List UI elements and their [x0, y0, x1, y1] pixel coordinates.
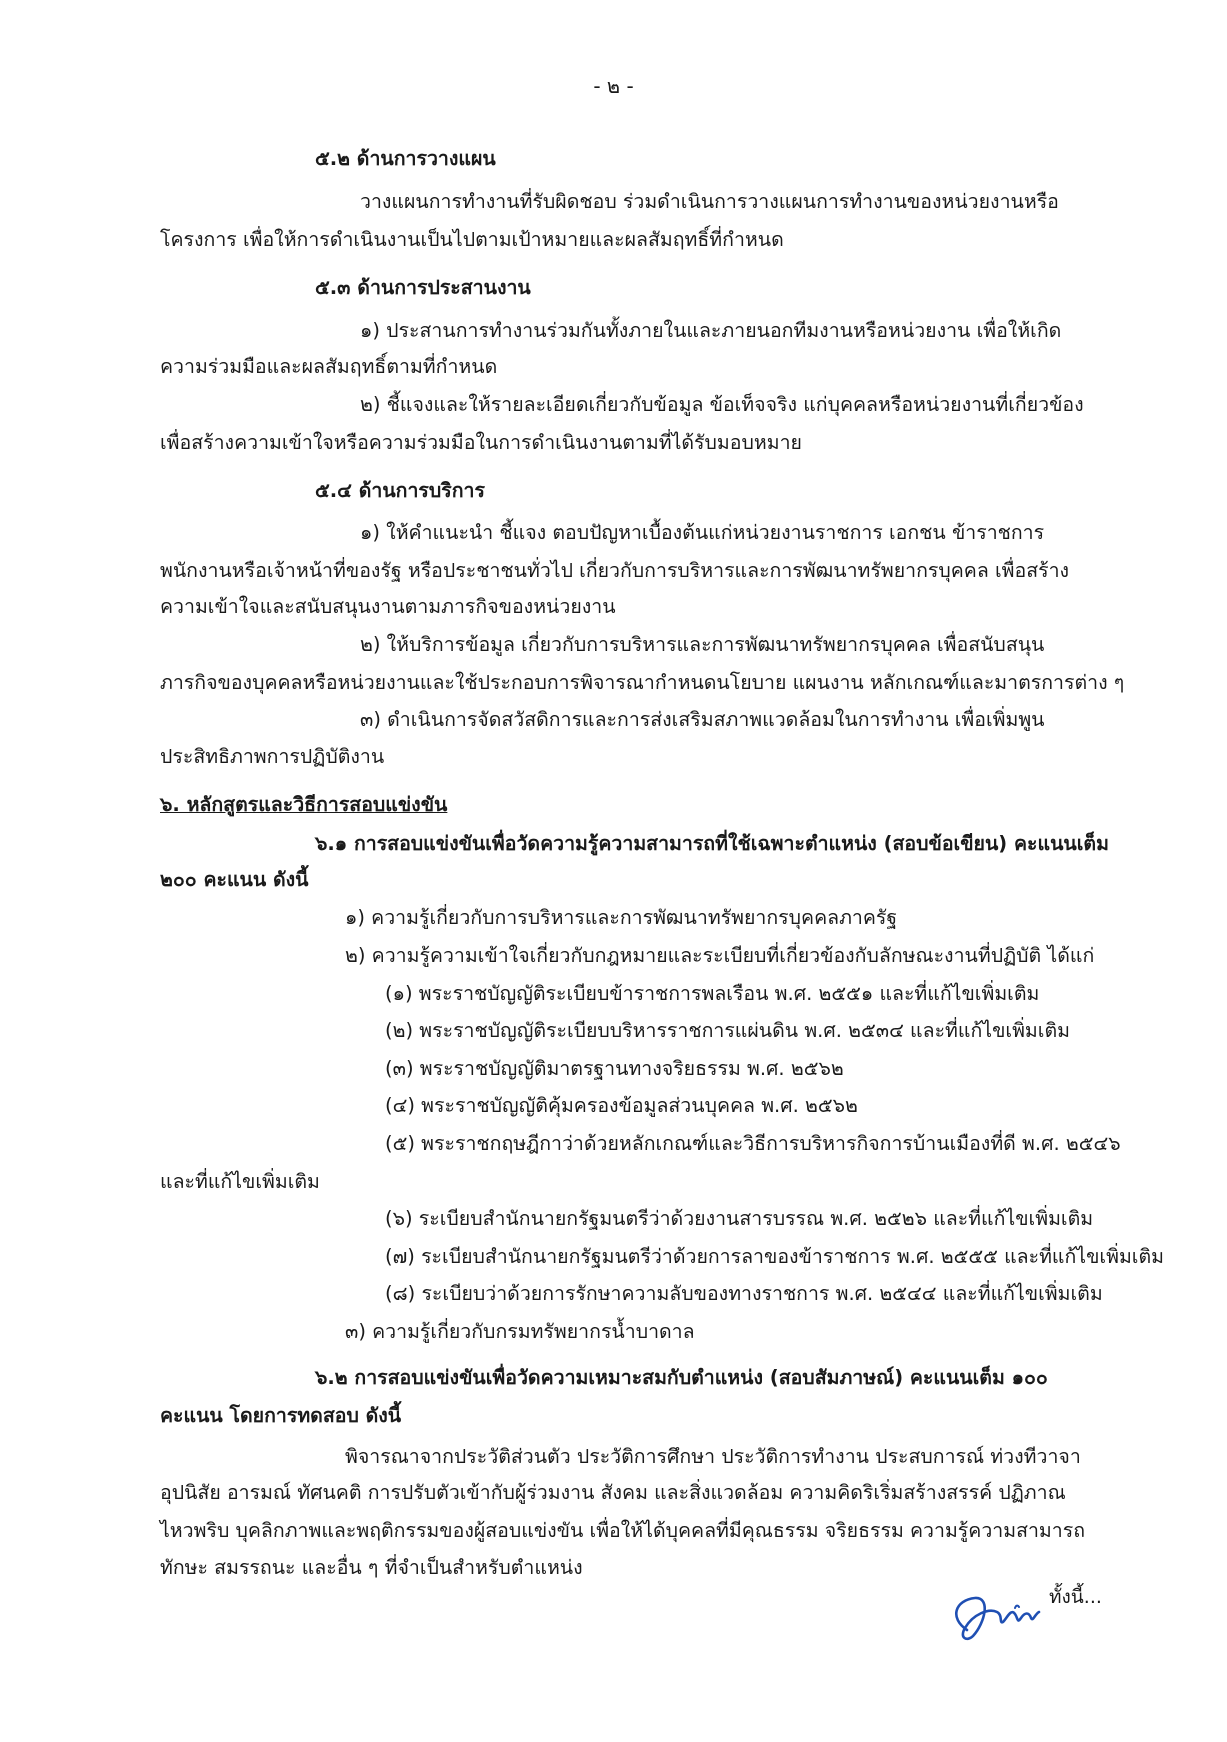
handwritten-signature [945, 1578, 1065, 1648]
paragraph-line: ๒) ชี้แจงและให้รายละเอียดเกี่ยวกับข้อมูล ข้อเท็จจริง แก่บุคคลหรือหน่วยงานที่เกี่ยวข้อง [360, 393, 1084, 416]
sub-list-item: (๗) ระเบียบสำนักนายกรัฐมนตรีว่าด้วยการลาของข้าราชการ พ.ศ. ๒๕๕๕ และที่แก้ไขเพิ่มเติม [385, 1245, 1164, 1268]
list-item: ๒) ความรู้ความเข้าใจเกี่ยวกับกฎหมายและระเบียบที่เกี่ยวข้องกับลักษณะงานที่ปฏิบัติ ได้แก่ [345, 944, 1095, 967]
list-item: ๑) ความรู้เกี่ยวกับการบริหารและการพัฒนาทรัพยากรบุคคลภาครัฐ [345, 906, 898, 929]
section-6-2-heading: ๖.๒ การสอบแข่งขันเพื่อวัดความเหมาะสมกับตำแหน่ง (สอบสัมภาษณ์) คะแนนเต็ม ๑๐๐ [315, 1366, 1048, 1389]
sub-list-item: (๕) พระราชกฤษฎีกาว่าด้วยหลักเกณฑ์และวิธีการบริหารกิจการบ้านเมืองที่ดี พ.ศ. ๒๕๔๖ [385, 1132, 1121, 1155]
sub-list-item: (๖) ระเบียบสำนักนายกรัฐมนตรีว่าด้วยงานสารบรรณ พ.ศ. ๒๕๒๖ และที่แก้ไขเพิ่มเติม [385, 1207, 1094, 1230]
sub-list-item: (๑) พระราชบัญญัติระเบียบข้าราชการพลเรือน พ.ศ. ๒๕๕๑ และที่แก้ไขเพิ่มเติม [385, 982, 1040, 1005]
paragraph-line: อุปนิสัย อารมณ์ ทัศนคติ การปรับตัวเข้ากับผู้ร่วมงาน สังคม และสิ่งแวดล้อม ความคิดริเริ่มสร้างสรรค์ ปฏิภาณ [160, 1481, 1066, 1504]
section-5-2-heading: ๕.๒ ด้านการวางแผน [315, 147, 496, 170]
paragraph-line: ๑) ให้คำแนะนำ ชี้แจง ตอบปัญหาเบื้องต้นแก่หน่วยงานราชการ เอกชน ข้าราชการ [360, 521, 1045, 544]
paragraph-line: ๑) ประสานการทำงานร่วมกันทั้งภายในและภายนอกทีมงานหรือหน่วยงาน เพื่อให้เกิด [360, 319, 1062, 342]
section-6-1-heading-cont: ๒๐๐ คะแนน ดังนี้ [160, 868, 309, 891]
sub-list-item: (๓) พระราชบัญญัติมาตรฐานทางจริยธรรม พ.ศ. ๒๕๖๒ [385, 1057, 844, 1080]
sub-list-item: (๒) พระราชบัญญัติระเบียบบริหารราชการแผ่นดิน พ.ศ. ๒๕๓๔ และที่แก้ไขเพิ่มเติม [385, 1019, 1070, 1042]
section-5-4-heading: ๕.๔ ด้านการบริการ [315, 479, 485, 502]
section-6-1-heading: ๖.๑ การสอบแข่งขันเพื่อวัดความรู้ความสามารถที่ใช้เฉพาะตำแหน่ง (สอบข้อเขียน) คะแนนเต็ม [315, 832, 1109, 855]
paragraph-line: ประสิทธิภาพการปฏิบัติงาน [160, 745, 385, 768]
section-6-heading: ๖. หลักสูตรและวิธีการสอบแข่งขัน [160, 793, 448, 816]
page-number: - ๒ - [593, 74, 634, 98]
paragraph-line: ความเข้าใจและสนับสนุนงานตามภารกิจของหน่วยงาน [160, 595, 616, 618]
paragraph-line: ๓) ดำเนินการจัดสวัสดิการและการส่งเสริมสภาพแวดล้อมในการทำงาน เพื่อเพิ่มพูน [360, 708, 1045, 731]
paragraph-line: พนักงานหรือเจ้าหน้าที่ของรัฐ หรือประชาชนทั่วไป เกี่ยวกับการบริหารและการพัฒนาทรัพยากรบุคคล เพื่อสร้าง [160, 559, 1070, 582]
paragraph-line: โครงการ เพื่อให้การดำเนินงานเป็นไปตามเป้าหมายและผลสัมฤทธิ์ที่กำหนด [160, 228, 784, 251]
sub-list-item: (๘) ระเบียบว่าด้วยการรักษาความลับของทางราชการ พ.ศ. ๒๕๔๔ และที่แก้ไขเพิ่มเติม [385, 1282, 1103, 1305]
paragraph-line: ความร่วมมือและผลสัมฤทธิ์ตามที่กำหนด [160, 355, 498, 378]
paragraph-line: ไหวพริบ บุคลิกภาพและพฤติกรรมของผู้สอบแข่งขัน เพื่อให้ได้บุคคลที่มีคุณธรรม จริยธรรม ความรู้ความสามารถ [160, 1519, 1086, 1542]
list-item: ๓) ความรู้เกี่ยวกับกรมทรัพยากรน้ำบาดาล [345, 1320, 695, 1343]
paragraph-line: ภารกิจของบุคคลหรือหน่วยงานและใช้ประกอบการพิจารณากำหนดนโยบาย แผนงาน หลักเกณฑ์และมาตรการต่าง ๆ [160, 671, 1125, 694]
sub-list-item: (๔) พระราชบัญญัติคุ้มครองข้อมูลส่วนบุคคล พ.ศ. ๒๕๖๒ [385, 1094, 858, 1117]
paragraph-line: ๒) ให้บริการข้อมูล เกี่ยวกับการบริหารและการพัฒนาทรัพยากรบุคคล เพื่อสนับสนุน [360, 633, 1045, 656]
paragraph-line: พิจารณาจากประวัติส่วนตัว ประวัติการศึกษา ประวัติการทำงาน ประสบการณ์ ท่วงทีวาจา [345, 1445, 1081, 1468]
paragraph-line: วางแผนการทำงานที่รับผิดชอบ ร่วมดำเนินการวางแผนการทำงานของหน่วยงานหรือ [360, 190, 1059, 213]
section-5-3-heading: ๕.๓ ด้านการประสานงาน [315, 276, 531, 299]
paragraph-line: เพื่อสร้างความเข้าใจหรือความร่วมมือในการดำเนินงานตามที่ได้รับมอบหมาย [160, 431, 802, 454]
continuation-text: ทั้งนี้... [1049, 1586, 1102, 1608]
sub-list-item-cont: และที่แก้ไขเพิ่มเติม [160, 1170, 320, 1193]
section-6-2-heading-cont: คะแนน โดยการทดสอบ ดังนี้ [160, 1404, 402, 1427]
paragraph-line: ทักษะ สมรรถนะ และอื่น ๆ ที่จำเป็นสำหรับตำแหน่ง [160, 1556, 583, 1579]
